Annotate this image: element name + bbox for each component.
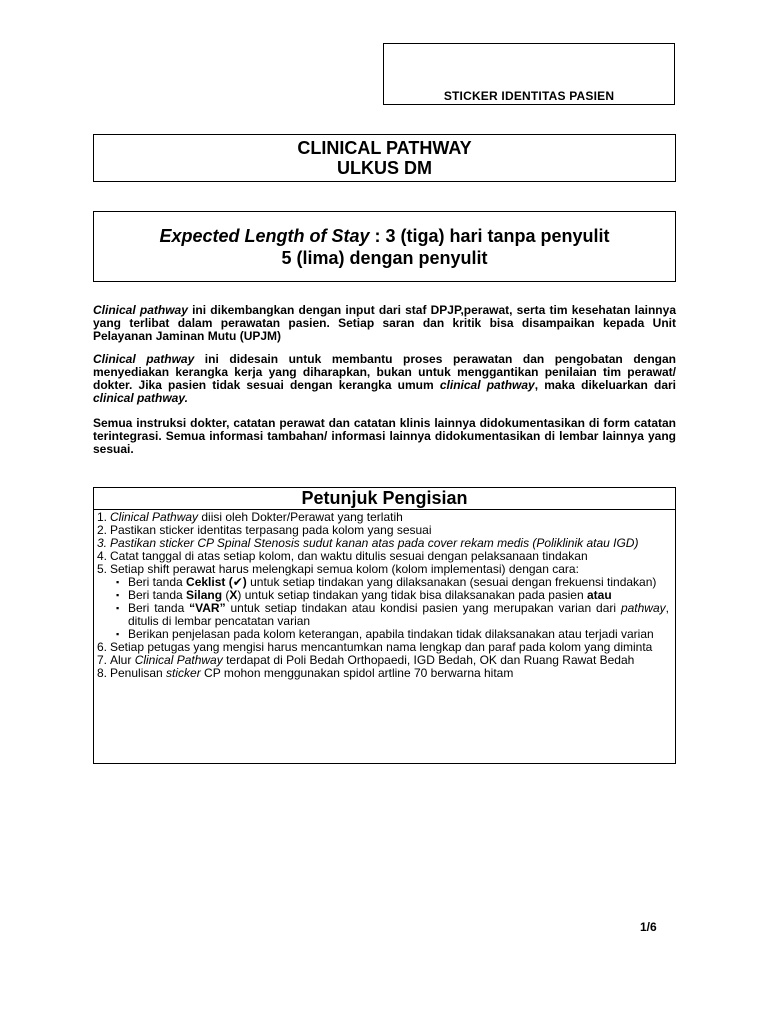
pathway-term: pathway bbox=[620, 601, 666, 615]
item-text bbox=[110, 667, 669, 680]
intro-term: clinical pathway. bbox=[93, 391, 188, 405]
page-number: 1/6 bbox=[640, 920, 657, 934]
item-number: 3. bbox=[97, 536, 108, 550]
instructions-box bbox=[93, 487, 676, 764]
item-text: Catat tanggal di atas setiap kolom, dan waktu ditulis sesuai dengan pelaksanaan tindakan bbox=[110, 549, 588, 563]
item-number: 8. bbox=[97, 666, 108, 680]
intro-paragraph-3: Semua instruksi dokter, catatan perawat dan catatan klinis lainnya didokumentasikan di form catatan terintegrasi. Semua informasi tambahan/ informasi lainnya didokumentasikan di lembar lainnya yang sesuai. bbox=[93, 416, 676, 456]
item-text-part: Penulisan bbox=[110, 666, 167, 680]
subitem-text-part: , ditulis di lembar pencatatan varian bbox=[128, 601, 669, 628]
intro-paragraph-2 bbox=[93, 353, 676, 405]
intro-paragraph-1 bbox=[93, 304, 676, 343]
bullet-icon: ▪ bbox=[116, 577, 120, 587]
item-text: Pastikan sticker identitas terpasang pada kolom yang sesuai bbox=[110, 523, 432, 537]
item-number: 4. bbox=[97, 549, 108, 563]
item-term: Clinical Pathway bbox=[134, 653, 223, 667]
subitem-text-part: ) untuk setiap tindakan yang tidak bisa dilaksanakan pada pasien bbox=[237, 588, 587, 602]
instructions-title: Petunjuk Pengisian bbox=[94, 488, 675, 510]
patient-sticker-box bbox=[383, 43, 675, 105]
item-text-part: CP mohon menggunakan spidol artline 70 berwarna hitam bbox=[200, 666, 514, 680]
subitem-text-part: Beri tanda bbox=[128, 588, 187, 602]
title-box bbox=[93, 134, 676, 182]
item-number: 2. bbox=[97, 523, 108, 537]
instruction-subitem bbox=[97, 602, 669, 628]
bullet-icon: ▪ bbox=[116, 590, 120, 600]
cross-label: Silang bbox=[186, 588, 223, 602]
document-title: CLINICAL PATHWAY bbox=[297, 138, 472, 158]
item-term: sticker bbox=[166, 666, 201, 680]
item-text-part: terdapat di Poli Bedah Orthopaedi, IGD Bedah, OK dan Ruang Rawat Bedah bbox=[222, 653, 635, 667]
subitem-text-part: Beri tanda bbox=[128, 575, 187, 589]
or-label: atau bbox=[587, 588, 612, 602]
intro-term: Clinical pathway bbox=[93, 303, 188, 317]
bullet-icon: ▪ bbox=[116, 603, 120, 613]
subitem-text-part: untuk setiap tindakan yang dilaksanakan (sesuai dengan frekuensi tindakan) bbox=[246, 575, 657, 589]
bullet-icon: ▪ bbox=[116, 629, 120, 639]
cross-mark: X bbox=[229, 588, 238, 602]
item-text: Setiap petugas yang mengisi harus mencantumkan nama lengkap dan paraf pada kolom yang diminta bbox=[110, 640, 653, 654]
length-of-stay-line2: 5 (lima) dengan penyulit bbox=[281, 248, 488, 268]
item-text: Setiap shift perawat harus melengkapi semua kolom (kolom implementasi) dengan cara: bbox=[110, 562, 579, 576]
subitem-text-part: Beri tanda bbox=[128, 601, 190, 615]
subitem-text bbox=[128, 602, 669, 628]
instruction-item bbox=[97, 667, 669, 680]
length-of-stay-line1 bbox=[94, 225, 675, 247]
length-of-stay-label: Expected Length of Stay bbox=[159, 226, 370, 246]
document-subtitle: ULKUS DM bbox=[337, 158, 432, 178]
intro-text: ini didesain untuk membantu proses perawatan dan pengobatan dengan menyediakan kerangka kerja yang diharapkan, bukan untuk menggantikan penilaian tim perawat/ dokter. Jika pasien tidak sesuai dengan kerangka umum bbox=[93, 352, 676, 392]
length-of-stay-value: : 3 (tiga) hari tanpa penyulit bbox=[369, 226, 610, 246]
intro-text: ini dikembangkan dengan input dari staf DPJP,perawat, serta tim kesehatan lainnya yang terlibat dalam perawatan pasien. Setiap saran dan kritik bisa disampaikan kepada Unit Pelayanan Jaminan Mutu (UPJM) bbox=[93, 303, 676, 343]
subitem-text: Berikan penjelasan pada kolom keterangan, apabila tindakan tidak dilaksanakan atau terjadi varian bbox=[128, 627, 654, 641]
length-of-stay-box bbox=[93, 211, 676, 282]
instructions-list bbox=[94, 510, 675, 680]
subitem-text-part: ( bbox=[222, 588, 230, 602]
intro-text: , maka dikeluarkan dari bbox=[534, 378, 676, 392]
item-number: 7. bbox=[97, 653, 108, 667]
item-text-rest: diisi oleh Dokter/Perawat yang terlatih bbox=[198, 510, 403, 524]
item-number: 1. bbox=[97, 510, 108, 524]
item-text: Pastikan sticker CP Spinal Stenosis sudut kanan atas pada cover rekam medis (Poliklinik atau IGD) bbox=[110, 536, 639, 550]
item-number: 6. bbox=[97, 640, 108, 654]
item-term: Clinical Pathway bbox=[110, 510, 199, 524]
var-mark: “VAR” bbox=[189, 601, 226, 615]
intro-term: clinical pathway bbox=[439, 378, 535, 392]
item-number: 5. bbox=[97, 562, 108, 576]
subitem-text-part: untuk setiap tindakan atau kondisi pasien yang merupakan varian dari bbox=[225, 601, 621, 615]
item-text-part: Alur bbox=[110, 653, 135, 667]
checklist-mark: Ceklist (✔) bbox=[186, 575, 247, 589]
intro-term: Clinical pathway bbox=[93, 352, 195, 366]
sticker-label: STICKER IDENTITAS PASIEN bbox=[443, 89, 615, 103]
